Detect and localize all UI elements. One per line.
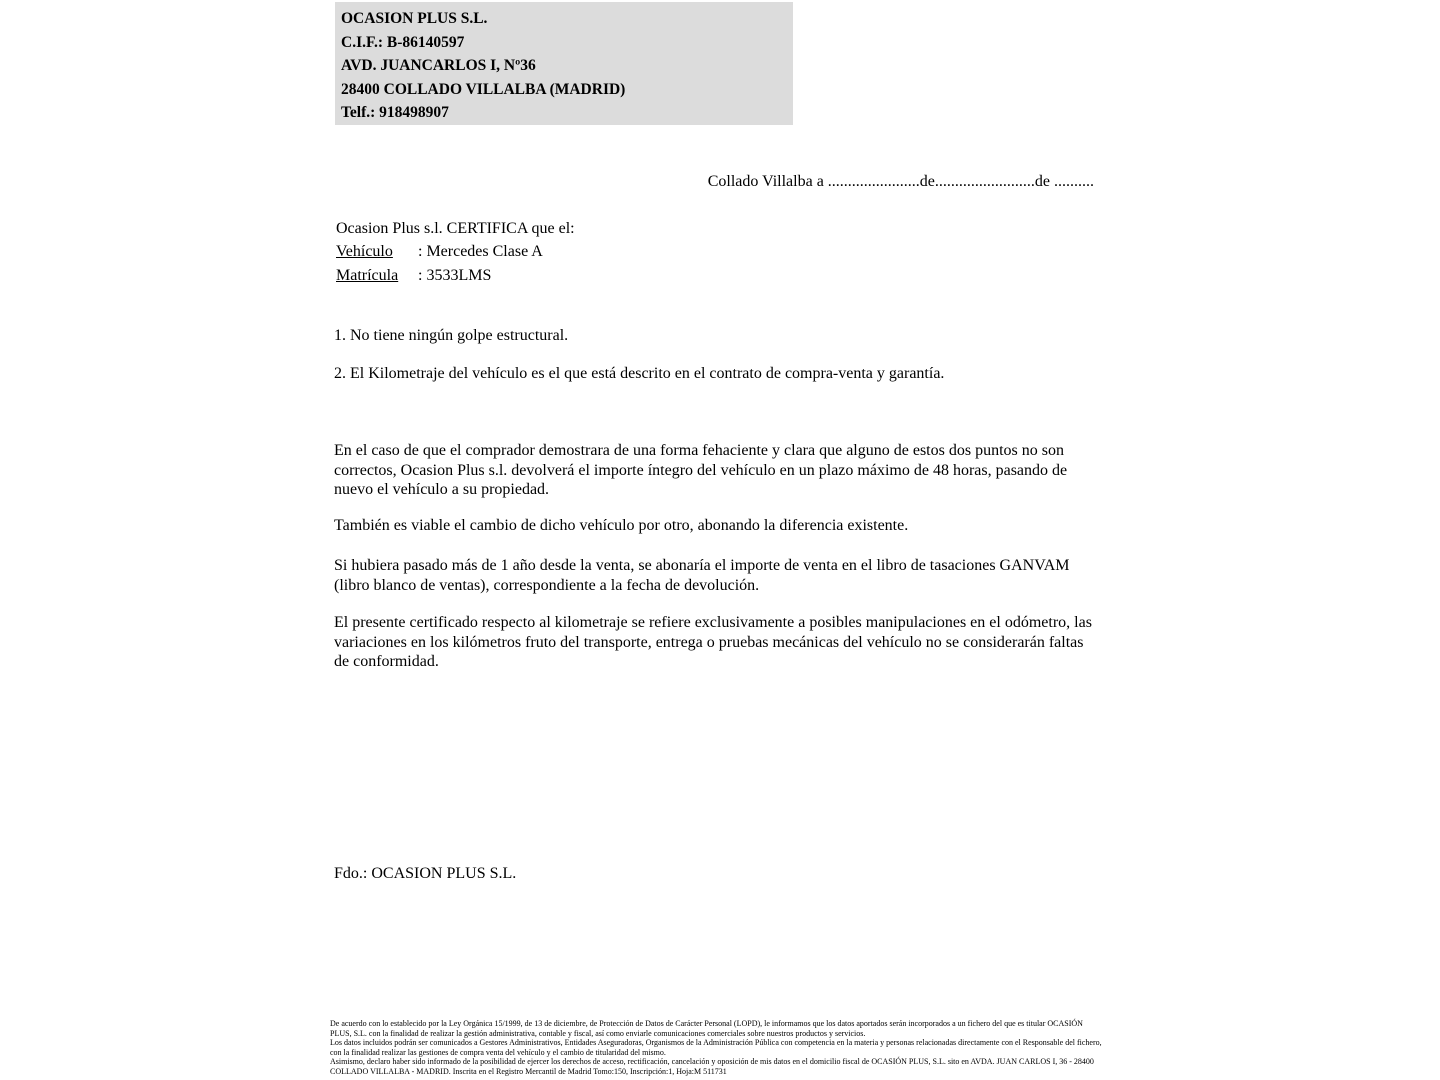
plate-value: : 3533LMS — [418, 266, 492, 284]
company-name: OCASION PLUS S.L. — [341, 10, 488, 27]
certified-point-1: 1. No tiene ningún golpe estructural. — [334, 327, 569, 344]
vehicle-value: : Mercedes Clase A — [418, 243, 543, 261]
company-cif: C.I.F.: B-86140597 — [341, 33, 465, 51]
certifica-intro: Ocasion Plus s.l. CERTIFICA que el: — [336, 220, 575, 237]
plate-label: Matrícula — [336, 266, 399, 284]
company-city: 28400 COLLADO VILLALBA (MADRID) — [341, 80, 626, 98]
certification-block — [336, 217, 575, 287]
body-paragraph-ganvam: Si hubiera pasado más de 1 año desde la venta, se abonaría el importe de venta en el libro de tasaciones GANVAM (libro blanco de ventas), correspondiente a la fecha de devolución. — [334, 557, 1070, 594]
legal-paragraph-rights: Asimismo, declaro haber sido informado de la posibilidad de ejercer los derechos de acceso, rectificación, cancelación y oposición de mis datos en el domicilio fiscal de OCASIÓN PLUS, S.L. sito en AVDA. JUAN CARLOS I, 36 - 28400 COLLADO VILLALBA - MADRID. Inscrita en el Registro Mercantil de Madrid Tomo:150, Inscripción:1, Hoja:M 511731 — [330, 1057, 1094, 1076]
legal-notice — [330, 1019, 1105, 1077]
signature-line: Fdo.: OCASION PLUS S.L. — [334, 865, 517, 882]
legal-paragraph-lopd: De acuerdo con lo establecido por la Ley Orgánica 15/1999, de 13 de diciembre, de Protección de Datos de Carácter Personal (LOPD), le informamos que los datos aportados serán incorporados a un fichero del que es titular OCASIÓN PLUS, S.L. con la finalidad de realizar la gestión administrativa, contable y fiscal, así como enviarle comunicaciones comerciales sobre nuestros productos y servicios. — [330, 1019, 1083, 1038]
company-phone: Telf.: 918498907 — [341, 104, 449, 122]
body-paragraph-exchange: También es viable el cambio de dicho vehículo por otro, abonando la diferencia existente. — [334, 517, 909, 534]
company-address: AVD. JUANCARLOS I, Nº36 — [341, 57, 536, 75]
date-line: Collado Villalba a .......................de.........................de .......... — [707, 173, 1094, 190]
legal-paragraph-data-sharing: Los datos incluidos podrán ser comunicados a Gestores Administrativos, Entidades Aseguradoras, Organismos de la Administración Pública con competencia en la materia y personas relacionadas directamente con el Responsable del fichero, con la finalidad realizar las gestiones de compra venta del vehículo y el cambio de titularidad del mismo. — [330, 1038, 1102, 1057]
vehicle-label: Vehículo — [336, 243, 393, 261]
certified-point-2: 2. El Kilometraje del vehículo es el que está descrito en el contrato de compra-venta y garantía. — [334, 365, 945, 382]
vehicle-row — [336, 240, 575, 263]
body-paragraph-refund: En el caso de que el comprador demostrara de una forma fehaciente y clara que alguno de estos dos puntos no son correctos, Ocasion Plus s.l. devolverá el importe íntegro del vehículo en un plazo máximo de 48 horas, pasando de nuevo el vehículo a su propiedad. — [334, 442, 1068, 499]
company-header — [335, 2, 793, 125]
plate-row — [336, 264, 575, 287]
body-paragraph-odometer: El presente certificado respecto al kilometraje se refiere exclusivamente a posibles manipulaciones en el odómetro, las variaciones en los kilómetros fruto del transporte, entrega o pruebas mecánicas del vehículo no se considerarán faltas de conformidad. — [334, 614, 1092, 671]
